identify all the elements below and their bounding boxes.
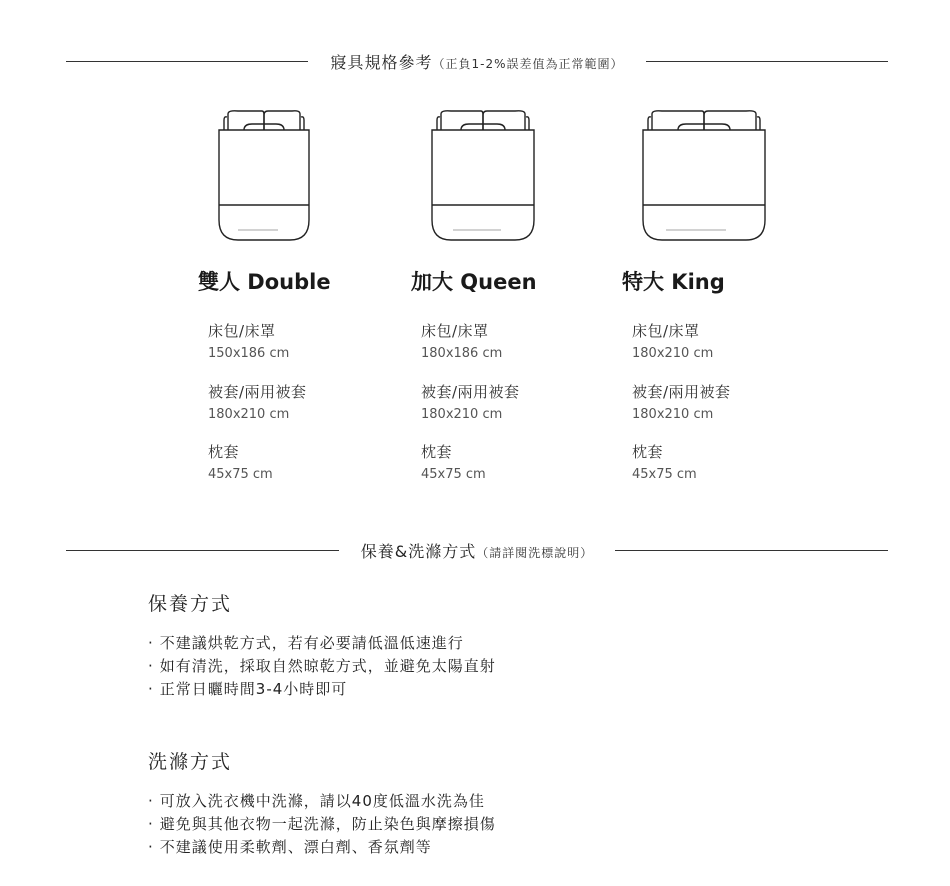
spec-size: 180x186 cm [421,346,503,361]
bed-column-king [622,100,822,482]
spec-label: 被套/兩用被套 [421,383,520,401]
bullet: · [148,815,154,833]
spec-fitted-sheet [208,320,289,361]
list-item-text: 不建議使用柔軟劑、漂白劑、香氛劑等 [159,838,432,856]
list-item [148,813,496,836]
bed-column-queen [411,100,611,482]
spec-fitted-sheet [421,320,502,361]
size-section-note: （正負1-2%誤差值為正常範圍） [432,56,624,71]
bed-name: 加大 Queen [411,270,537,294]
size-section-title-wrap [308,50,645,73]
list-item [148,790,496,813]
spec-size: 45x75 cm [208,467,273,482]
spec-pillowcase [421,441,486,482]
spec-size: 180x210 cm [421,407,503,422]
double-bed-icon [218,100,310,246]
spec-label: 床包/床罩 [208,322,276,340]
bed-name: 特大 King [622,270,725,294]
spec-size: 180x210 cm [632,407,714,422]
spec-duvet-cover [208,381,307,422]
list-item [148,655,496,678]
list-item-text: 正常日曬時間3-4小時即可 [159,680,348,698]
spec-fitted-sheet [632,320,713,361]
king-bed-icon [642,100,766,246]
divider-right [615,550,888,551]
spec-size: 180x210 cm [208,407,290,422]
wash-title: 洗滌方式 [148,751,233,773]
list-item-text: 不建議烘乾方式，若有必要請低溫低速進行 [159,634,464,652]
divider-right [646,61,888,62]
care-title: 保養方式 [148,593,233,615]
spec-size: 150x186 cm [208,346,290,361]
care-list [148,632,496,701]
list-item-text: 避免與其他衣物一起洗滌，防止染色與摩擦損傷 [159,815,496,833]
bullet: · [148,792,154,810]
queen-bed-icon [431,100,535,246]
list-item [148,836,496,859]
spec-pillowcase [208,441,273,482]
size-section-header [66,49,888,73]
list-item-text: 如有清洗，採取自然晾乾方式，並避免太陽直射 [159,657,496,675]
divider-left [66,61,308,62]
bed-name: 雙人 Double [198,270,331,294]
bed-column-double [198,100,398,482]
care-section-title: 保養&洗滌方式 [360,541,477,561]
list-item [148,678,496,701]
bullet: · [148,657,154,675]
spec-duvet-cover [421,381,520,422]
wash-list [148,790,496,859]
bullet: · [148,634,154,652]
spec-label: 被套/兩用被套 [632,383,731,401]
spec-label: 枕套 [632,443,664,461]
size-section-title: 寢具規格參考 [330,52,433,72]
spec-size: 45x75 cm [632,467,697,482]
care-section-title-wrap [339,539,616,562]
wash-instructions [148,747,496,859]
care-section-note: （請詳閱洗標說明） [476,545,594,560]
care-instructions [148,589,496,701]
divider-left [66,550,339,551]
spec-label: 被套/兩用被套 [208,383,307,401]
spec-label: 枕套 [421,443,453,461]
spec-label: 床包/床罩 [632,322,700,340]
bullet: · [148,680,154,698]
spec-duvet-cover [632,381,731,422]
list-item-text: 可放入洗衣機中洗滌，請以40度低溫水洗為佳 [159,792,485,810]
spec-pillowcase [632,441,697,482]
list-item [148,632,496,655]
spec-label: 枕套 [208,443,240,461]
spec-size: 45x75 cm [421,467,486,482]
spec-label: 床包/床罩 [421,322,489,340]
care-section-header [66,538,888,562]
spec-size: 180x210 cm [632,346,714,361]
bullet: · [148,838,154,856]
